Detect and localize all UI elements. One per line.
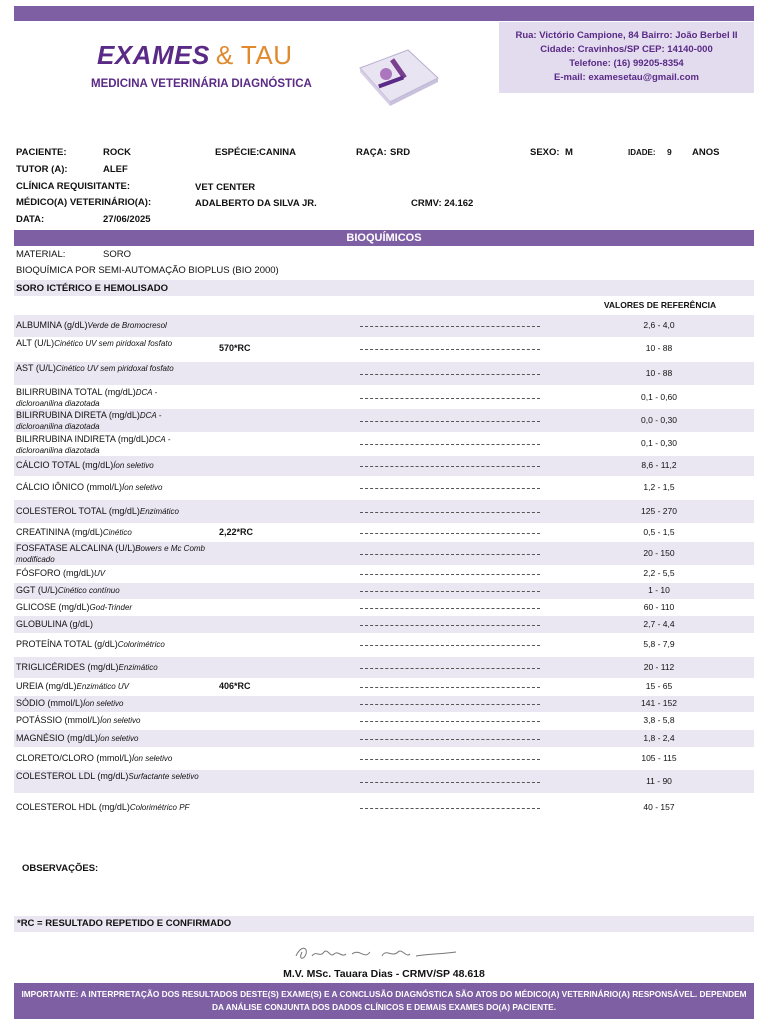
table-row <box>14 794 754 822</box>
test-reference: 1,8 - 2,4 <box>643 733 675 743</box>
brand-logo <box>97 40 337 71</box>
result-dash-line <box>360 721 540 722</box>
test-name <box>16 771 206 782</box>
test-name-text: COLESTEROL LDL (mg/dL) <box>16 771 129 781</box>
test-name-text: CÁLCIO IÔNICO (mmol/L) <box>16 482 123 492</box>
test-name-text: CLORETO/CLORO (mmol/L) <box>16 753 132 763</box>
medico-value: ADALBERTO DA SILVA JR. <box>195 198 317 209</box>
sexo-value: M <box>565 147 573 158</box>
test-method: Bowers e Mc Comb modificado <box>16 544 205 564</box>
material-value: SORO <box>103 249 131 260</box>
tutor-value: ALEF <box>103 164 128 175</box>
test-name-text: UREIA (mg/dL) <box>16 681 77 691</box>
table-row <box>14 679 754 695</box>
top-accent-bar <box>14 6 754 21</box>
test-name <box>16 715 206 726</box>
test-name-text: COLESTEROL HDL (mg/dL) <box>16 802 130 812</box>
table-row <box>14 634 754 656</box>
data-value: 27/06/2025 <box>103 214 151 225</box>
footer-note: IMPORTANTE: A INTERPRETAÇÃO DOS RESULTADOS DESTE(S) EXAME(S) E A CONCLUSÃO DIAGNÓSTICA SÃO ATOS DO MÉDICO(A) VETERINÁRIO(A) RESPONSÁVEL. DEPENDEM DA ANÁLISE CONJUNTA DOS DADOS CLÍNICOS E DEMAIS EXAMES DO(A) PACIENTE. <box>14 983 754 1019</box>
microscope-icon <box>356 44 440 106</box>
test-method: Enzimático UV <box>76 682 129 691</box>
result-dash-line <box>360 349 540 350</box>
test-reference: 125 - 270 <box>641 506 677 516</box>
test-name <box>16 338 206 349</box>
result-dash-line <box>360 668 540 669</box>
test-name-text: ALT (U/L) <box>16 338 55 348</box>
test-name <box>16 410 206 432</box>
result-dash-line <box>360 645 540 646</box>
test-method: Íon seletivo <box>122 483 163 492</box>
signature-mark <box>290 942 460 966</box>
tutor-label: TUTOR (A): <box>16 164 68 175</box>
contact-email: E-mail: examesetau@gmail.com <box>554 72 699 83</box>
test-method: Íon seletivo <box>83 699 124 708</box>
test-reference: 2,6 - 4,0 <box>643 320 675 330</box>
contact-phone: Telefone: (16) 99205-8354 <box>569 58 684 69</box>
table-row <box>14 337 754 361</box>
result-dash-line <box>360 444 540 445</box>
raca-label: RAÇA: <box>356 147 387 158</box>
test-method: Cinético UV sem piridoxal fosfato <box>55 364 174 373</box>
contact-box <box>499 22 754 93</box>
test-method: Cinético UV sem piridoxal fosfato <box>54 339 173 348</box>
test-method: Enzimático <box>139 507 179 516</box>
test-method: Cinético contínuo <box>57 586 120 595</box>
table-row <box>14 730 754 747</box>
test-method: Íon seletivo <box>100 716 141 725</box>
table-row <box>14 409 754 432</box>
test-name <box>16 568 206 579</box>
test-name-text: MAGNÉSIO (mg/dL) <box>16 733 99 743</box>
result-dash-line <box>360 421 540 422</box>
test-method: Surfactante seletivo <box>128 772 199 781</box>
test-result: 406*RC <box>219 681 251 691</box>
test-reference: 0,5 - 1,5 <box>643 527 675 537</box>
table-row <box>14 477 754 499</box>
brand-subtitle: MEDICINA VETERINÁRIA DIAGNÓSTICA <box>91 78 312 90</box>
test-reference: 3,8 - 5,8 <box>643 715 675 725</box>
test-name-text: CREATININA (mg/dL) <box>16 527 103 537</box>
test-name <box>16 320 206 331</box>
test-name-text: CÁLCIO TOTAL (mg/dL) <box>16 460 114 470</box>
result-dash-line <box>360 808 540 809</box>
brand-title <box>97 40 337 71</box>
test-method: DCA - dicloroanilina diazotada <box>16 388 158 408</box>
test-method: Colorimétrico PF <box>129 803 190 812</box>
table-row <box>14 542 754 565</box>
idade-value: 9 <box>667 147 672 157</box>
result-dash-line <box>360 782 540 783</box>
test-reference: 2,7 - 4,4 <box>643 619 675 629</box>
observacoes-label: OBSERVAÇÕES: <box>22 863 99 874</box>
test-reference: 5,8 - 7,9 <box>643 639 675 649</box>
result-dash-line <box>360 608 540 609</box>
brand-main: EXAMES <box>97 40 210 70</box>
clinica-label: CLÍNICA REQUISITANTE: <box>16 181 130 192</box>
test-name <box>16 619 206 630</box>
test-result: 2,22*RC <box>219 527 254 537</box>
crmv-value: CRMV: 24.162 <box>411 198 474 209</box>
test-reference: 10 - 88 <box>645 368 673 378</box>
test-reference: 10 - 88 <box>645 343 673 353</box>
result-dash-line <box>360 512 540 513</box>
contact-city: Cidade: Cravinhos/SP CEP: 14140-000 <box>540 44 713 55</box>
result-dash-line <box>360 739 540 740</box>
table-row <box>14 315 754 337</box>
test-reference: 20 - 150 <box>643 548 675 558</box>
result-dash-line <box>360 326 540 327</box>
table-row <box>14 657 754 678</box>
test-name <box>16 387 206 409</box>
result-dash-line <box>360 554 540 555</box>
result-dash-line <box>360 759 540 760</box>
table-row <box>14 748 754 769</box>
table-row <box>14 713 754 729</box>
table-row <box>14 456 754 476</box>
test-name <box>16 753 206 764</box>
brand-amp: & TAU <box>215 40 293 70</box>
sexo-label: SEXO: <box>530 147 560 158</box>
test-name-text: BILIRRUBINA INDIRETA (mg/dL) <box>16 434 149 444</box>
test-name <box>16 698 206 709</box>
table-row <box>14 770 754 793</box>
test-name-text: FÓSFORO (mg/dL) <box>16 568 95 578</box>
method-line: BIOQUÍMICA POR SEMI-AUTOMAÇÃO BIOPLUS (BIO 2000) <box>16 265 279 276</box>
result-dash-line <box>360 533 540 534</box>
test-name-text: BILIRRUBINA DIRETA (mg/dL) <box>16 410 140 420</box>
result-dash-line <box>360 704 540 705</box>
table-row <box>14 433 754 455</box>
test-method: Cinético <box>102 528 132 537</box>
test-method: Íon seletivo <box>131 754 173 763</box>
result-dash-line <box>360 625 540 626</box>
test-name-text: ALBUMINA (g/dL) <box>16 320 88 330</box>
test-method: Verde de Bromocresol <box>87 321 167 330</box>
test-name <box>16 733 206 744</box>
test-name-text: GLOBULINA (g/dL) <box>16 619 94 629</box>
table-row <box>14 583 754 599</box>
test-reference: 105 - 115 <box>641 753 677 763</box>
test-method: Íon seletivo <box>98 734 139 743</box>
test-reference: 15 - 65 <box>645 681 673 691</box>
reference-header: VALORES DE REFERÊNCIA <box>603 300 717 310</box>
table-row <box>14 500 754 523</box>
result-dash-line <box>360 574 540 575</box>
test-name <box>16 662 206 673</box>
result-dash-line <box>360 398 540 399</box>
test-method: Íon seletivo <box>113 461 154 470</box>
test-name <box>16 639 206 650</box>
result-dash-line <box>360 466 540 467</box>
test-result: 570*RC <box>219 343 251 353</box>
test-name <box>16 681 206 692</box>
result-dash-line <box>360 374 540 375</box>
rc-note: *RC = RESULTADO REPETIDO E CONFIRMADO <box>14 916 754 932</box>
test-name <box>16 506 206 517</box>
test-name <box>16 434 206 456</box>
test-reference: 1,2 - 1,5 <box>643 482 675 492</box>
test-name-text: GGT (U/L) <box>16 585 58 595</box>
paciente-value: ROCK <box>103 147 131 158</box>
contact-address: Rua: Victório Campione, 84 Bairro: João Berbel II <box>515 30 738 41</box>
test-reference: 0,0 - 0,30 <box>641 415 677 425</box>
test-reference: 0,1 - 0,30 <box>641 438 677 448</box>
result-dash-line <box>360 488 540 489</box>
test-reference: 0,1 - 0,60 <box>641 392 677 402</box>
test-name-text: POTÁSSIO (mmol/L) <box>16 715 101 725</box>
idade-unit: ANOS <box>692 147 720 158</box>
test-name <box>16 460 206 471</box>
test-method: DCA - dicloroanilina diazotada <box>16 411 162 431</box>
test-method: God-Trinder <box>89 603 133 612</box>
paciente-label: PACIENTE: <box>16 147 67 158</box>
test-name <box>16 585 206 596</box>
table-row <box>14 386 754 409</box>
test-method: Colorimétrico <box>117 640 165 649</box>
table-row <box>14 696 754 712</box>
test-reference: 141 - 152 <box>641 698 677 708</box>
especie-value: CANINA <box>259 147 296 158</box>
test-method: Enzimático <box>118 663 158 672</box>
test-method: UV <box>94 569 106 578</box>
material-label: MATERIAL: <box>16 249 66 260</box>
test-name-text: FOSFATASE ALCALINA (U/L) <box>16 543 136 553</box>
table-row <box>14 600 754 616</box>
table-row <box>14 524 754 541</box>
test-name <box>16 363 206 374</box>
signature-name: M.V. MSc. Tauara Dias - CRMV/SP 48.618 <box>283 968 485 980</box>
test-name-text: PROTEÍNA TOTAL (g/dL) <box>16 639 118 649</box>
test-reference: 2,2 - 5,5 <box>643 568 675 578</box>
test-reference: 1 - 10 <box>648 585 670 595</box>
raca-value: SRD <box>390 147 411 158</box>
clinica-value: VET CENTER <box>195 182 256 193</box>
result-dash-line <box>360 687 540 688</box>
test-reference: 11 - 90 <box>646 776 672 786</box>
medico-label: MÉDICO(A) VETERINÁRIO(A): <box>16 197 152 208</box>
test-name-text: BILIRRUBINA TOTAL (mg/dL) <box>16 387 136 397</box>
test-name-text: AST (U/L) <box>16 363 56 373</box>
section-title: BIOQUÍMICOS <box>14 230 754 246</box>
idade-label: IDADE: <box>628 148 656 157</box>
test-name-text: GLICOSE (mg/dL) <box>16 602 90 612</box>
test-name <box>16 602 206 613</box>
table-row <box>14 566 754 582</box>
test-reference: 60 - 110 <box>643 602 675 612</box>
test-name-text: SÓDIO (mmol/L) <box>16 698 84 708</box>
test-name <box>16 527 206 538</box>
test-reference: 40 - 157 <box>643 802 675 812</box>
test-name <box>16 802 206 813</box>
table-row <box>14 362 754 385</box>
test-name <box>16 543 206 565</box>
data-label: DATA: <box>16 214 45 225</box>
test-reference: 20 - 112 <box>643 662 675 672</box>
test-reference: 8,6 - 11,2 <box>641 460 677 470</box>
test-method: DCA - dicloroanilina diazotada <box>16 435 171 455</box>
test-name-text: TRIGLICÉRIDES (mg/dL) <box>16 662 119 672</box>
test-name-text: COLESTEROL TOTAL (mg/dL) <box>16 506 140 516</box>
test-name <box>16 482 206 493</box>
table-row <box>14 616 754 633</box>
result-dash-line <box>360 591 540 592</box>
especie-label: ESPÉCIE: <box>215 147 260 158</box>
sample-note: SORO ICTÉRICO E HEMOLISADO <box>16 283 169 294</box>
